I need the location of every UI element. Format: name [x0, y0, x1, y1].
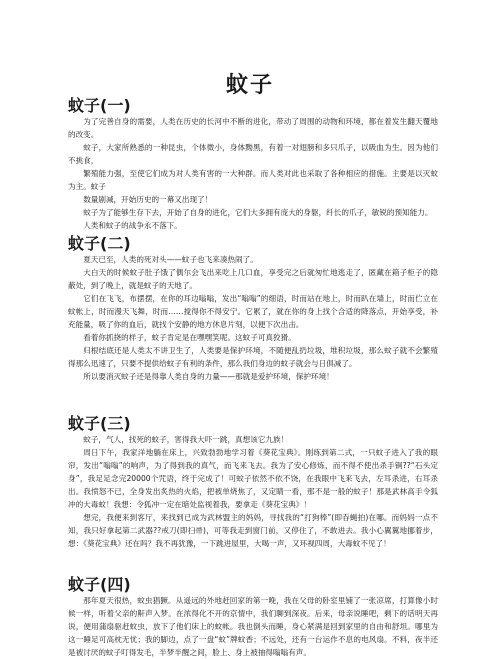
page-title: 蚊子 [225, 73, 274, 98]
paragraph: 为了完善自身的需要，人类在历史的长河中不断的进化，带动了周围的动物和环境，都在着发生翻天覆地的改变。 [68, 117, 438, 139]
paragraph: 那年夏天很热，蚊虫猖獗。从遥远的外地赶回家的第一晚，我在父母的卧室里铺了一张凉席，打算像小时候一样，听着父亲的鼾声入梦。在浓得化不开的京情中，我们聊到深夜。后来，母亲说睡吧，剩下的话明天再说，便用蒲扇驱赶蚊虫，放下了他们床上的蚊帐。我也倒头而睡，身心紧满是回到家里的自由和舒坦。哪里为这一睡足可高枕无忧；我的脚边，点了一盘“蚊”牌蚊香；不远处，还有一台运作不息的电风扇。不料，夜半还是被讨厌的蚊子叮得发毛，半梦半醒之间，脸上、身上被抽得嗡嗡有声。 [68, 596, 438, 657]
paragraph: 蚊子为了能够生存下去，开始了自身的进化，它们大多拥有庞大的身躯，纤长的爪子，敏锐的预知能力。 [83, 208, 433, 217]
paragraph: 数量剧减，开始历史的一幕又出现了！ [83, 195, 213, 204]
section-body-4 [68, 594, 438, 659]
paragraph: 繁殖能力强，至使它们成为对人类有害的一大种群。而人类对此也采取了各种相应的措施。主要是以灭蚊为主。蚊子 [68, 169, 438, 191]
paragraph: 想完，我便来到客厅，来找到已成为武林盟主的妈妈，寻找我的“打狗棒”(即吞蝇拍)在哪。而妈妈一点不知，我只好拿起第二武器??戒刀(即扫帚)，可等我走到窗门前，又停住了，不敢进去。我小心翼翼地挪着步，想：《葵花宝典》还在吗？我不再犹豫，一下跳进屋里，大喝一声，又环视四周，大毒蚊不见了！ [68, 513, 438, 548]
paragraph: 它们在飞飞，布摆摆，在你的耳边嗡嗡，发出“嗡嗡”的细语，时而站在地上，时而趴在墙上，时而伫立在蚊帐上，时而漫天飞舞，时而……搅得你不得安宁。它累了，就在你的身上找个合适的降落点，开始享受，补充能量，吸了你的血后，就找个安静的地方休息片刻，以便下次出击。 [68, 294, 438, 329]
paragraph: 看着你抓挠的样子，蚊子肯定是在嘿嘿笑呢。这蚊子可真狡猾。 [83, 333, 296, 342]
paragraph: 大白天的时候蚊子肚子饿了偶尔会飞出来吃上几口血，享受完之后就匆忙地逃走了，匿藏在箱子柜子的隐蔽处，到了晚上，就是蚊子的天地了。 [68, 268, 438, 290]
section-body-1 [68, 115, 438, 232]
section-heading-1: 蚊子(一) [68, 96, 131, 115]
paragraph: 蚊子，气人，找死的蚊子，害得我大吓一跳，真想该它九族！ [83, 435, 289, 444]
paragraph: 夏天已至，人类的死对头——蚊子也飞来凑热闹了。 [83, 255, 258, 264]
paragraph: 蚊子，大家所熟悉的一种昆虫，个体微小，身体黝黑，有着一对翅膀和多只爪子，以吸血为生。因为他们不挑食， [68, 143, 438, 165]
paragraph: 所以要消灭蚊子还是得靠人类自身的力量——那就是爱护环境，保护环境！ [83, 372, 334, 381]
section-heading-4: 蚊子(四) [68, 575, 131, 594]
paragraph: 人类和蚊子的战争永不落下。 [83, 221, 182, 230]
section-heading-3: 蚊子(三) [68, 414, 131, 433]
section-body-3 [68, 433, 438, 550]
section-body-2 [68, 253, 438, 383]
paragraph: 归根结底还是人类太不讲卫生了，人类要是保护环境，不随便乱扔垃圾，堆积垃圾，那么蚊子就不会繁殖得那么迅速了，只要不提供给蚊子有利的条件，那么我们身边的蚊子就会与日俱减了。 [68, 346, 438, 368]
section-heading-2: 蚊子(二) [68, 234, 131, 253]
paragraph: 周日下午，我家洋地躺在床上，兴致勃勃地学习着《葵花宝典》。刚练到第二式，一只蚊子进入了我的眼帘，发出“嗡嗡”的响声，为了得到我的真气，而飞来飞去。我为了安心修炼，而不得不使出杀手锏??“石头定身”，我足足念完20000个咒语，终于完成了！可蚊子依然不依不饶，在我眼中飞来飞去，左耳杀进，右耳杀出。我愤怒不已，全身发出炙热的火焰，把被单烧焦了，又定睛一看，那不是一般的蚊子！那是武林高手令狐冲的大毒蚊！我想：令狐冲一定在暗处监视着我，要拿走《葵花宝典》！ [68, 448, 438, 509]
